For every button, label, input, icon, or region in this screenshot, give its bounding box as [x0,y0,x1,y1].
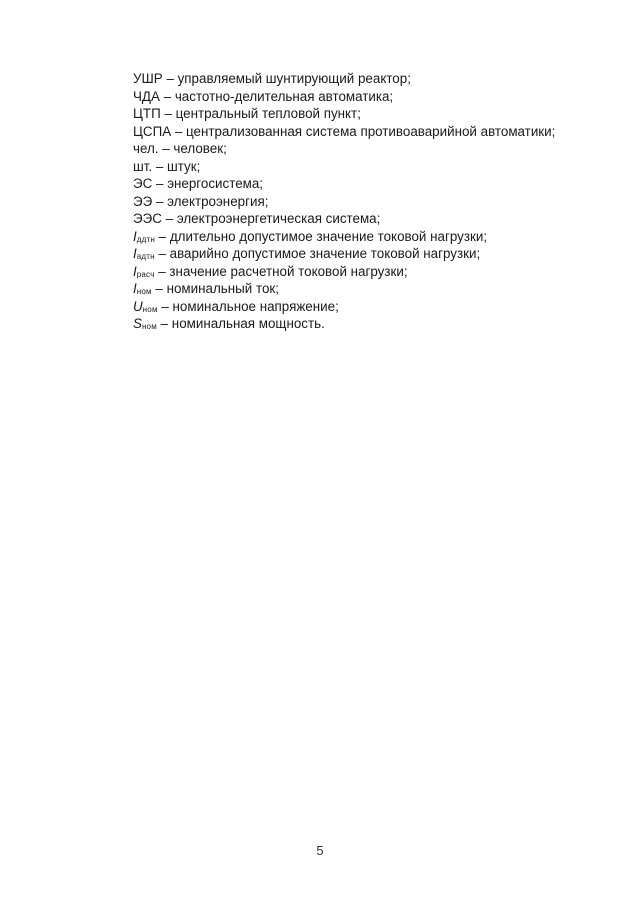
symbol-term: S [133,316,142,331]
abbreviation-separator: – [162,71,178,86]
abbreviation-separator: – [161,211,177,226]
abbreviation-definition: номинальная мощность. [171,316,325,331]
symbol-subscript: ном [136,287,152,296]
abbreviation-definition: электроэнергетическая система; [176,211,381,226]
abbreviation-definition: человек; [173,141,227,156]
abbreviation-item [133,245,613,263]
abbreviation-item [133,123,613,141]
abbreviation-item [133,70,613,88]
abbreviation-item [133,158,613,176]
abbreviation-separator: – [154,228,170,244]
abbreviation-separator: – [156,316,172,331]
abbreviation-separator: – [154,246,170,261]
symbol-term: I [133,246,137,261]
abbreviation-separator: – [152,158,168,174]
abbreviation-separator: – [151,281,167,296]
abbreviation-definition: аварийно допустимое значение токовой нагрузки; [169,246,481,261]
abbreviation-separator: – [152,176,168,191]
abbreviation-separator: – [160,106,176,121]
abbreviation-term: шт. [133,158,153,174]
abbreviation-term: ЭС [133,176,153,191]
abbreviation-item [133,88,613,106]
abbreviation-item [133,228,613,246]
abbreviation-item [133,140,613,158]
page-number: 5 [316,843,324,858]
abbreviation-item [133,263,613,281]
abbreviation-separator: – [171,123,187,139]
symbol-subscript: ном [141,322,157,331]
abbreviation-term: ЦСПА [133,123,172,139]
symbol-subscript: ддтн [136,234,155,244]
symbol-term: I [133,228,137,244]
abbreviation-separator: – [159,88,175,104]
abbreviation-separator: – [152,193,168,209]
abbreviation-term: ЭЭ [133,193,153,209]
abbreviation-item [133,175,613,193]
abbreviation-term: чел. [133,141,159,156]
symbol-subscript: ном [142,304,158,314]
abbreviation-definition: энергосистема; [167,176,264,191]
abbreviation-item [133,280,613,298]
abbreviation-separator: – [154,263,170,279]
abbreviation-definition: центральный тепловой пункт; [175,106,361,121]
symbol-subscript: расч [136,269,155,279]
abbreviation-definition: номинальный ток; [166,281,279,296]
abbreviation-definition: электроэнергия; [167,193,269,209]
abbreviation-item [133,105,613,123]
abbreviation-definition: длительно допустимое значение токовой нагрузки; [169,228,488,244]
abbreviation-item [133,193,613,211]
abbreviation-separator: – [158,141,174,156]
symbol-term: I [133,281,137,296]
abbreviation-term: ЭЭС [133,211,162,226]
abbreviation-definition: штук; [167,158,201,174]
abbreviation-term: ЦТП [133,106,161,121]
symbol-term: U [133,298,143,314]
abbreviation-definition: значение расчетной токовой нагрузки; [169,263,408,279]
abbreviation-term: УШР [133,71,163,86]
abbreviation-list [133,70,613,333]
abbreviation-definition: управляемый шунтирующий реактор; [177,71,411,86]
abbreviation-item [133,298,613,316]
symbol-term: I [133,263,137,279]
abbreviation-definition: частотно-делительная автоматика; [174,88,394,104]
symbol-subscript: адтн [136,252,155,261]
abbreviation-term: ЧДА [133,88,160,104]
abbreviation-definition: номинальное напряжение; [172,298,339,314]
abbreviation-item [133,210,613,228]
abbreviation-item [133,315,613,333]
abbreviation-separator: – [157,298,173,314]
abbreviation-definition: централизованная система противоаварийной автоматики; [186,123,556,139]
